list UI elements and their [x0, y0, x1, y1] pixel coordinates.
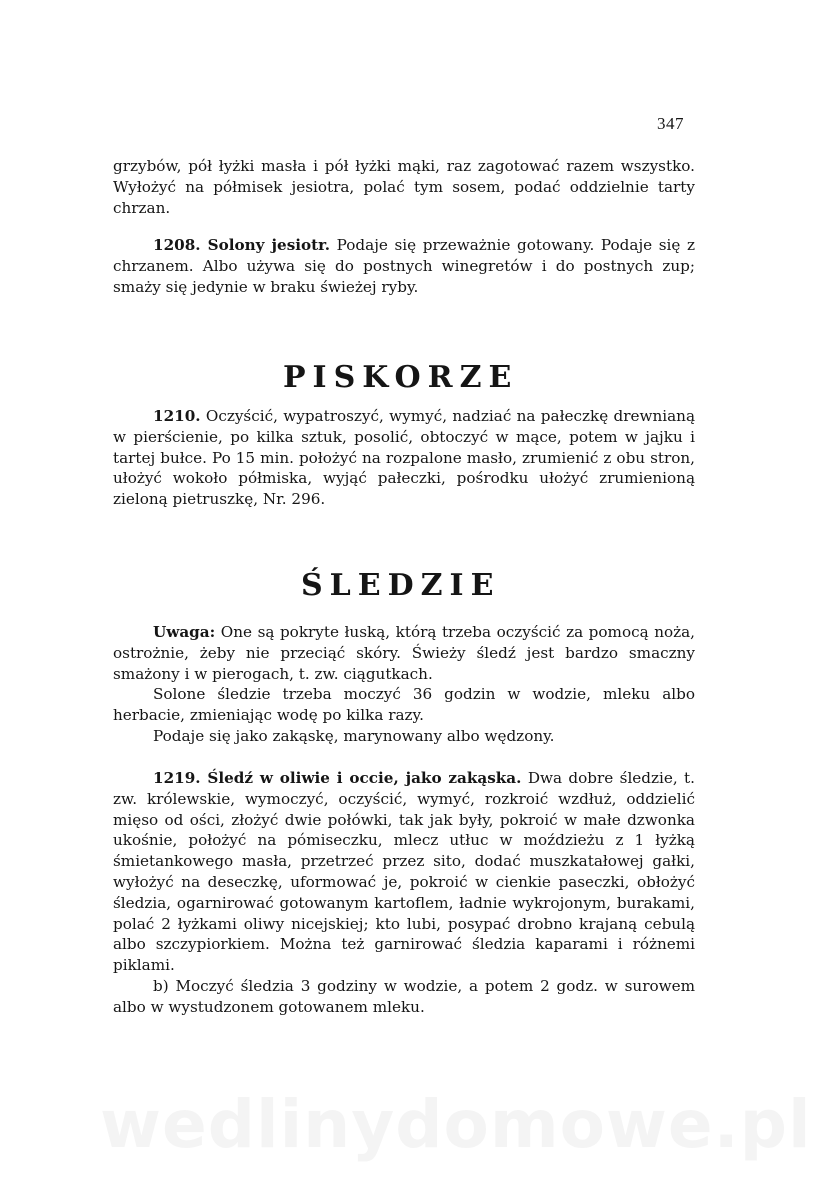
- recipe-1219-text: Dwa dobre śledzie, t. zw. królewskie, wymoczyć, oczyścić, wymyć, rozkroić wzdłuż, oddzielić mięso od ości, złożyć dwie połówki, tak jak były, pokroić w małe dzwonka ukośnie, położyć na pómiseczku, mlecz utłuc w moździeżu z 1 łyżką śmietankowego masła, przetrzeć przez sito, dodać muszkatałowej gałki, wyłożyć na deseczkę, uformować je, pokroić w cienkie paseczki, obłożyć śledzia, ogarnirować gotowanym kartoflem, ładnie wykrojonym, burakami, polać 2 łyżkami oliwy nicejskiej; kto lubi, posypać drobno krajaną cebulą albo szczypiorkiem. Można też garnirować śledzia kaparami i różnemi piklami.: [113, 769, 695, 975]
- watermark: wedlinydomowe.pl: [100, 1086, 812, 1163]
- recipe-1219: [113, 768, 695, 1018]
- recipe-1219-heading: 1219. Śledź w oliwie i occie, jako zakąska.: [153, 769, 522, 787]
- recipe-1210-text: Oczyścić, wypatroszyć, wymyć, nadziać na pałeczkę drewnianą w pierścienie, po kilka sztuk, posolić, obtoczyć w mące, potem w jajku i tartej bułce. Po 15 min. położyć na rozpalone masło, zrumienić z obu stron, ułożyć wokoło półmiska, wyjąć pałeczki, pośrodku ułożyć zrumienioną zieloną pietruszkę, Nr. 296.: [113, 407, 696, 509]
- recipe-1208-text: Podaje się przeważnie gotowany. Podaje się z chrzanem. Albo używa się do postnych winegretów i do postnych zup; smaży się jedynie w braku świeżej ryby.: [113, 236, 695, 296]
- recipe-1210-paragraph: [113, 406, 695, 510]
- recipe-1219-part-b: b) Moczyć śledzia 3 godziny w wodzie, a potem 2 godz. w surowem albo w wystudzonem gotowanem mleku.: [113, 976, 695, 1016]
- recipe-1208-paragraph: [113, 235, 695, 297]
- note-text: One są pokryte łuską, którą trzeba oczyścić za pomocą noża, ostrożnie, żeby nie przeciąć skóry. Świeży śledź jest bardzo smaczny smażony i w pierogach, t. zw. ciągutkach.: [113, 623, 696, 683]
- recipe-1208-heading: 1208. Solony jesiotr.: [153, 236, 331, 254]
- intro-text: grzybów, pół łyżki masła i pół łyżki mąki, raz zagotować razem wszystko. Wyłożyć na półmisek jesiotra, polać tym sosem, podać oddzielnie tarty chrzan.: [113, 157, 695, 217]
- section-title-piskorze: PISKORZE: [283, 360, 519, 395]
- recipe-1208: [113, 235, 695, 297]
- page-number: 347: [657, 114, 684, 133]
- note-paragraph: [113, 622, 695, 684]
- recipe-1219-paragraph: [113, 768, 695, 976]
- note-paragraph-3: Podaje się jako zakąskę, marynowany albo wędzony.: [153, 726, 555, 745]
- note-paragraph-2: Solone śledzie trzeba moczyć 36 godzin w wodzie, mleku albo herbacie, zmieniając wodę po kilka razy.: [113, 685, 695, 725]
- note-label: Uwaga:: [153, 623, 216, 641]
- recipe-1210: [113, 406, 695, 510]
- section-title-sledzie: ŚLEDZIE: [301, 568, 501, 603]
- note-block: [113, 622, 695, 747]
- intro-paragraph: [113, 156, 695, 218]
- recipe-1210-number: 1210.: [153, 407, 201, 425]
